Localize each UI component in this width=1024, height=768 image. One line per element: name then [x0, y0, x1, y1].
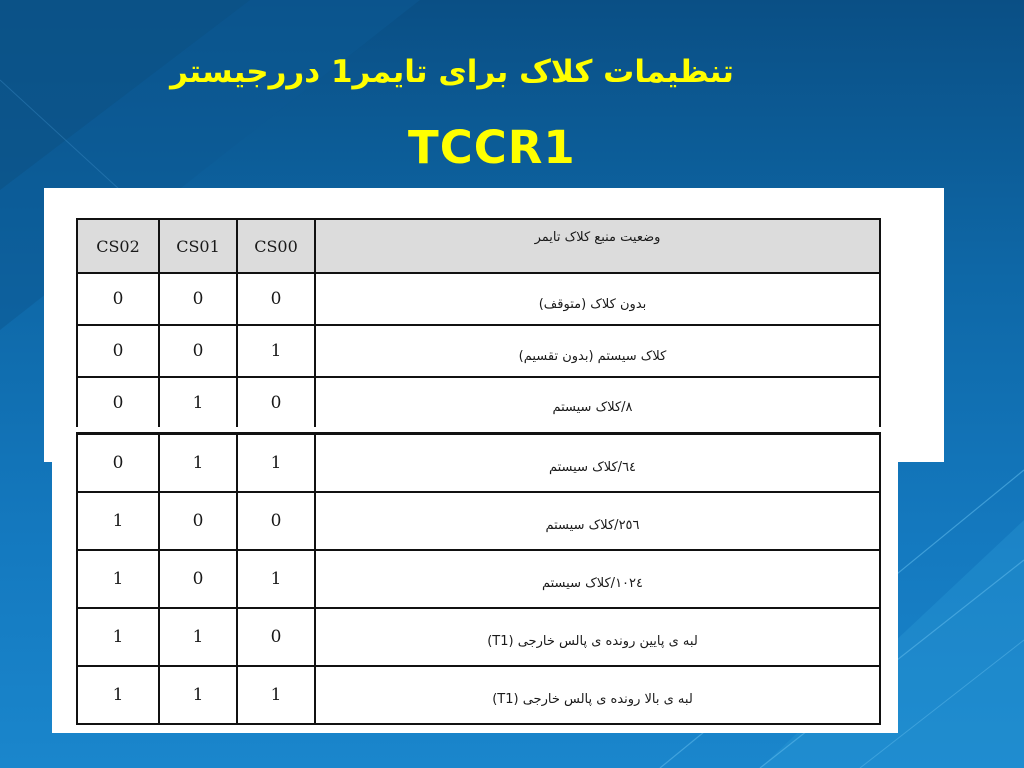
cell-cs02: 1 [77, 608, 159, 666]
cell-cs01: 0 [159, 492, 237, 550]
cell-cs01: 0 [159, 550, 237, 608]
cell-description: لبه ی پایین رونده ی پالس خارجی (T1) [315, 608, 880, 666]
header-cs02: CS02 [77, 219, 159, 273]
table-row [77, 666, 880, 724]
cell-cs00: 0 [237, 377, 315, 427]
cell-cs01: 0 [159, 273, 237, 325]
header-cs00: CS00 [237, 219, 315, 273]
cell-cs02: 0 [77, 273, 159, 325]
cell-cs01: 1 [159, 434, 237, 492]
cell-description: ٢٥٦/کلاک سیستم [315, 492, 880, 550]
cell-cs02: 0 [77, 434, 159, 492]
cell-cs02: 1 [77, 550, 159, 608]
table-row [77, 492, 880, 550]
cell-cs02: 1 [77, 492, 159, 550]
cell-cs00: 0 [237, 492, 315, 550]
table-header-row [77, 219, 880, 273]
slide-title: تنظیمات کلاک برای تایمر1 دررجیستر [170, 54, 734, 90]
cell-cs00: 1 [237, 550, 315, 608]
header-cs01: CS01 [159, 219, 237, 273]
cell-cs02: 0 [77, 325, 159, 377]
cell-cs01: 1 [159, 377, 237, 427]
table-row [77, 325, 880, 377]
table-row [77, 434, 880, 492]
cell-description: لبه ی بالا رونده ی پالس خارجی (T1) [315, 666, 880, 724]
cell-description: ٦٤/کلاک سیستم [315, 434, 880, 492]
header-clock-source: وضعیت منبع کلاک تایمر [315, 219, 880, 273]
cell-description: بدون کلاک (متوقف) [315, 273, 880, 325]
cell-cs00: 0 [237, 273, 315, 325]
cell-cs00: 1 [237, 666, 315, 724]
cell-description: ۸/کلاک سیستم [315, 377, 880, 427]
cell-description: ١٠٢٤/کلاک سیستم [315, 550, 880, 608]
clock-select-table-bottom [76, 432, 881, 725]
table-row [77, 273, 880, 325]
cell-description: کلاک سیستم (بدون تقسیم) [315, 325, 880, 377]
clock-select-table-top [76, 218, 881, 427]
table-row [77, 608, 880, 666]
cell-cs00: 1 [237, 434, 315, 492]
cell-cs00: 0 [237, 608, 315, 666]
cell-cs01: 1 [159, 608, 237, 666]
slide-subtitle: TCCR1 [408, 121, 576, 174]
cell-cs01: 0 [159, 325, 237, 377]
cell-cs01: 1 [159, 666, 237, 724]
cell-cs02: 0 [77, 377, 159, 427]
table-row [77, 550, 880, 608]
table-row [77, 377, 880, 427]
cell-cs00: 1 [237, 325, 315, 377]
cell-cs02: 1 [77, 666, 159, 724]
